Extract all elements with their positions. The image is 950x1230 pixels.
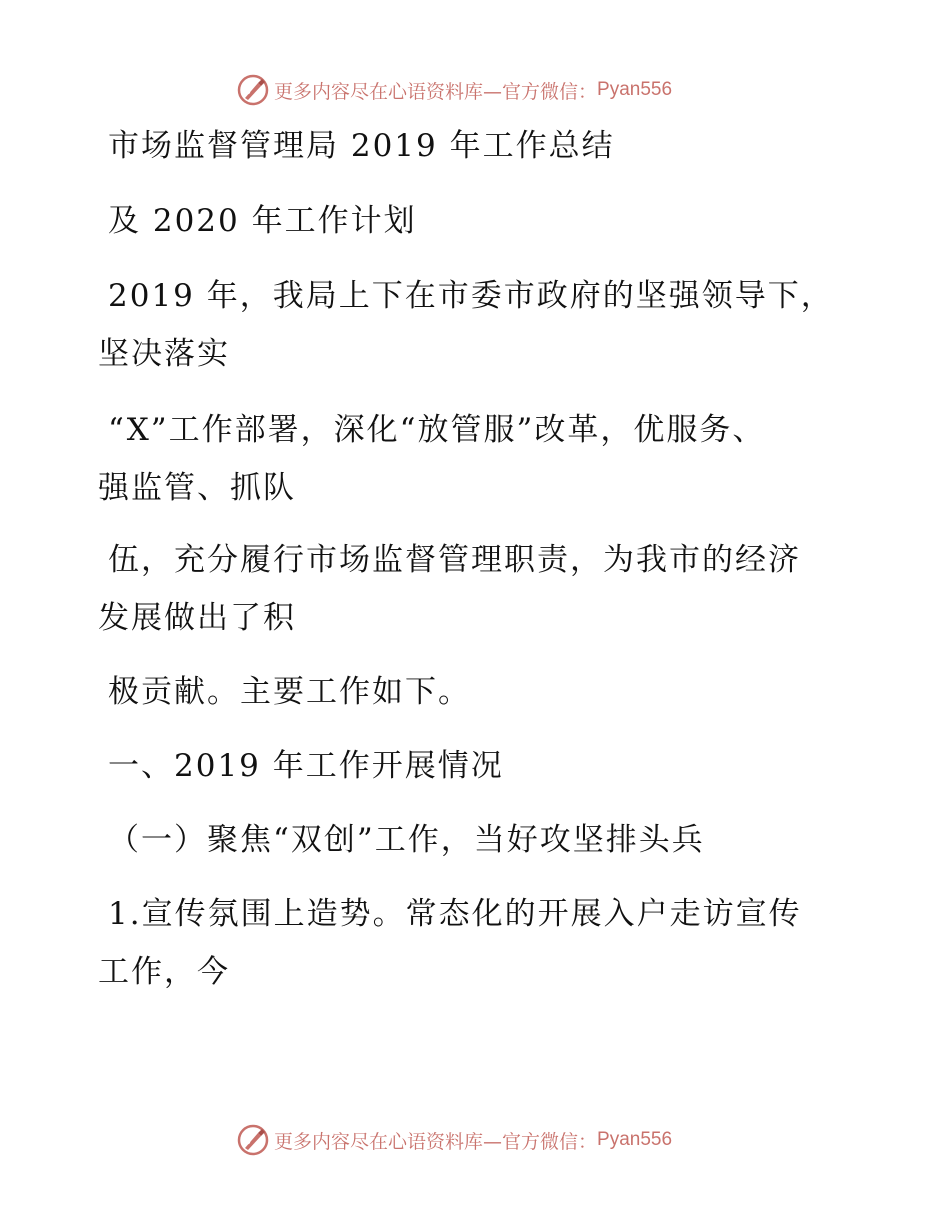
watermark-handle: Pyan556: [597, 1129, 673, 1150]
watermark-handle: Pyan556: [597, 79, 673, 100]
paragraph-3-line-1: 伍，充分履行市场监督管理职责，为我市的经济: [108, 542, 801, 578]
watermark-text: 更多内容尽在心语资料库—官方微信：: [274, 80, 598, 103]
paragraph-4-line-1: 极贡献。主要工作如下。: [108, 674, 471, 710]
pen-logo-icon: [236, 73, 270, 107]
paragraph-1-line-2: 坚决落实: [98, 336, 230, 372]
watermark-footer: [236, 1122, 672, 1158]
section-1-heading: 一、2019 年工作开展情况: [108, 748, 504, 784]
paragraph-1-line-1: 2019 年，我局上下在市委市政府的坚强领导下，: [108, 278, 834, 314]
paragraph-3-line-2: 发展做出了积: [98, 600, 296, 636]
document-title-line-2: 及 2020 年工作计划: [108, 203, 417, 239]
paragraph-2-line-1: “X”工作部署，深化“放管服”改革，优服务、: [108, 412, 766, 448]
pen-logo-icon: [236, 1123, 270, 1157]
subsection-1-heading: （一）聚焦“双创”工作，当好攻坚排头兵: [108, 822, 705, 858]
paragraph-2-line-2: 强监管、抓队: [98, 470, 296, 506]
item-1-line-2: 工作，今: [98, 954, 230, 990]
watermark-text: 更多内容尽在心语资料库—官方微信：: [274, 1130, 598, 1153]
document-title-line-1: 市场监督管理局 2019 年工作总结: [108, 128, 615, 164]
item-1-line-1: 1.宣传氛围上造势。常态化的开展入户走访宣传: [108, 896, 802, 932]
watermark-header: [236, 72, 672, 108]
